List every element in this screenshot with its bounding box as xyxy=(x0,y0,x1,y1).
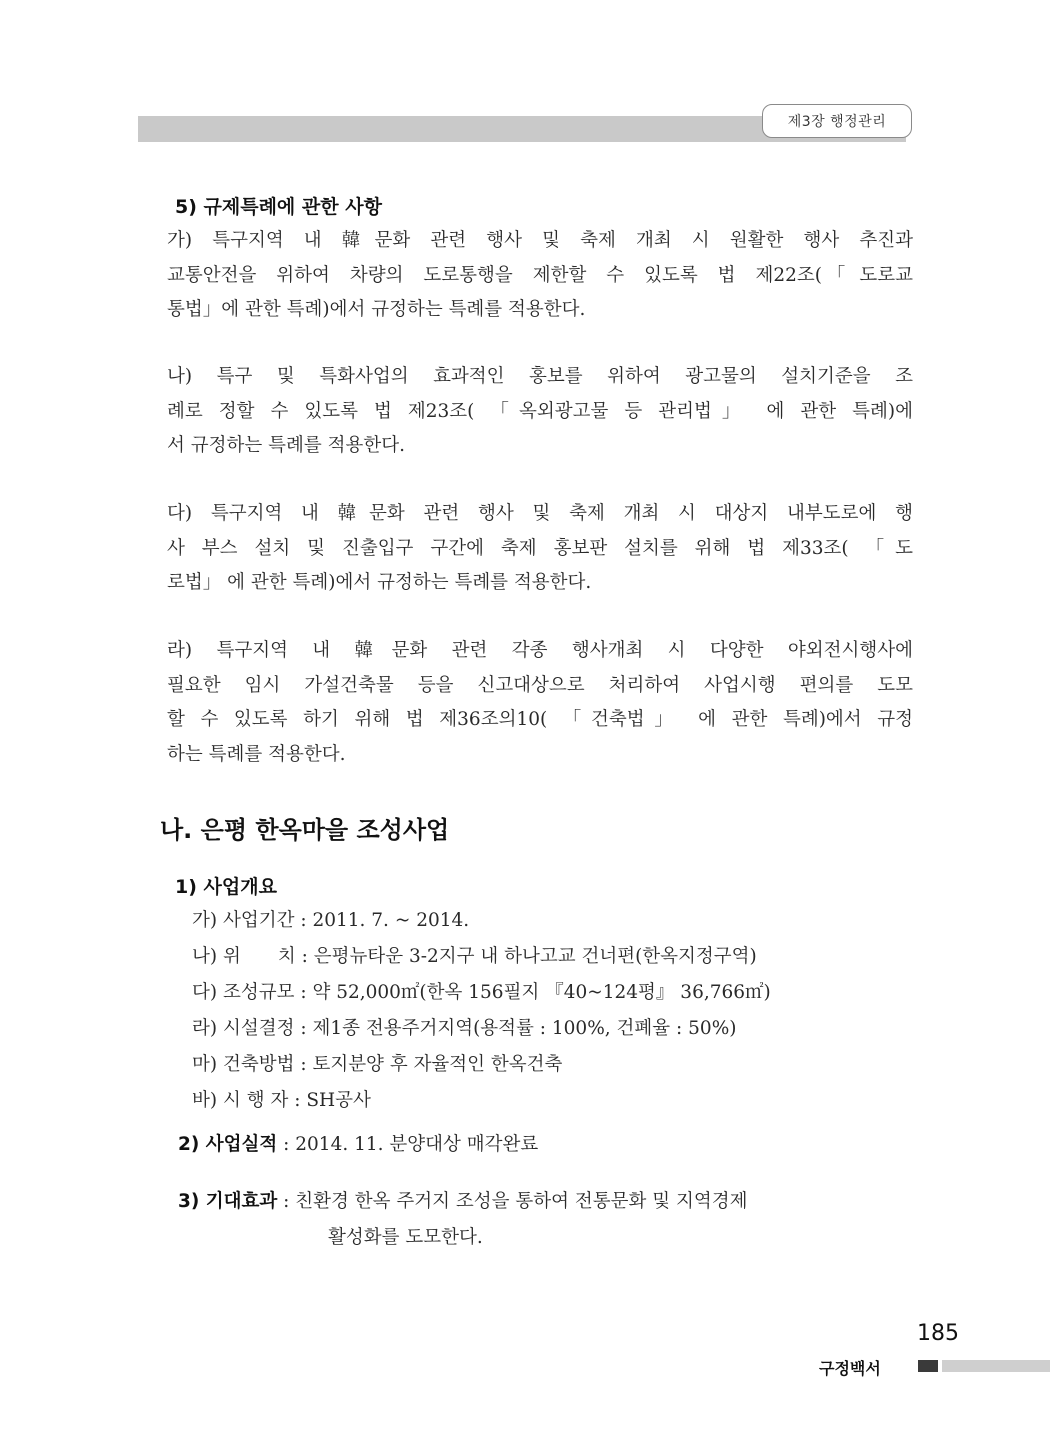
effects-label: 3) 기대효과 xyxy=(178,1191,278,1212)
text-line: 서 규정하는 특례를 적용한다. xyxy=(167,435,405,456)
list-item: 라) 시설결정 : 제1종 전용주거지역(용적률 : 100%, 건폐율 : 50%) xyxy=(192,1018,737,1039)
page-number: 185 xyxy=(917,1321,959,1346)
text-line: 하는 특례를 적용한다. xyxy=(167,743,346,765)
footer-bar xyxy=(942,1360,1050,1372)
overview-list xyxy=(192,903,771,1119)
paragraph-ra xyxy=(167,634,913,772)
chapter-tab: 제3장 행정관리 xyxy=(762,104,912,138)
list-item: 가) 사업기간 : 2011. 7. ~ 2014. xyxy=(192,910,470,931)
text-line: 로법」 에 관한 특례)에서 규정하는 특례를 적용한다. xyxy=(167,572,592,593)
paragraph-ga xyxy=(167,224,913,328)
overview-title: 1) 사업개요 xyxy=(175,876,277,898)
list-item: 바) 시 행 자 : SH공사 xyxy=(192,1090,371,1111)
paragraph-na xyxy=(167,360,913,464)
effects-text: : 친환경 한옥 주거지 조성을 통하여 전통문화 및 지역경제 xyxy=(283,1191,748,1212)
text-line: 가) 특구지역 내 韓문화 관련 행사 및 축제 개최 시 원활한 행사 추진과 xyxy=(167,230,913,251)
book-title: 구정백서 xyxy=(819,1359,881,1378)
text-line: 다) 특구지역 내 韓문화 관련 행사 및 축제 개최 시 대상지 내부도로에 행 xyxy=(167,503,913,524)
text-line: 사 부스 설치 및 진출입구 구간에 축제 홍보판 설치를 위해 법 제33조( 「도 xyxy=(167,537,913,559)
results-label: 2) 사업실적 xyxy=(178,1134,278,1155)
text-line: 필요한 임시 가설건축물 등을 신고대상으로 처리하여 사업시행 편의를 도모 xyxy=(167,674,913,696)
text-line: 교통안전을 위하여 차량의 도로통행을 제한할 수 있도록 법 제22조(「도로교 xyxy=(167,264,913,286)
effects-text-continued: 활성화를 도모한다. xyxy=(328,1227,483,1248)
text-line: 나) 특구 및 특화사업의 효과적인 홍보를 위하여 광고물의 설치기준을 조 xyxy=(167,366,913,387)
section-na-title: 나. 은평 한옥마을 조성사업 xyxy=(160,816,450,844)
results-text: : 2014. 11. 분양대상 매각완료 xyxy=(283,1134,539,1155)
list-item: 나) 위 치 : 은평뉴타운 3-2지구 내 하나고교 건너편(한옥지정구역) xyxy=(192,946,757,967)
text-line: 할 수 있도록 하기 위해 법 제36조의10( 「건축법」 에 관한 특례)에서 규정 xyxy=(167,709,913,730)
text-line: 례로 정할 수 있도록 법 제23조( 「옥외광고물 등 관리법」 에 관한 특례)에 xyxy=(167,400,913,422)
list-item: 마) 건축방법 : 토지분양 후 자율적인 한옥건축 xyxy=(192,1054,563,1075)
list-item: 다) 조성규모 : 약 52,000㎡(한옥 156필지 『40~124평』 36,766㎡) xyxy=(192,982,771,1003)
text-line: 라) 특구지역 내 韓문화 관련 각종 행사개최 시 다양한 야외전시행사에 xyxy=(167,640,913,661)
paragraph-da xyxy=(167,497,913,601)
results-line xyxy=(178,1130,538,1156)
effects-block xyxy=(178,1187,747,1249)
section-5-title: 5) 규제특례에 관한 사항 xyxy=(175,196,382,218)
text-line: 통법」에 관한 특례)에서 규정하는 특례를 적용한다. xyxy=(167,299,586,320)
footer-marker xyxy=(918,1360,938,1372)
